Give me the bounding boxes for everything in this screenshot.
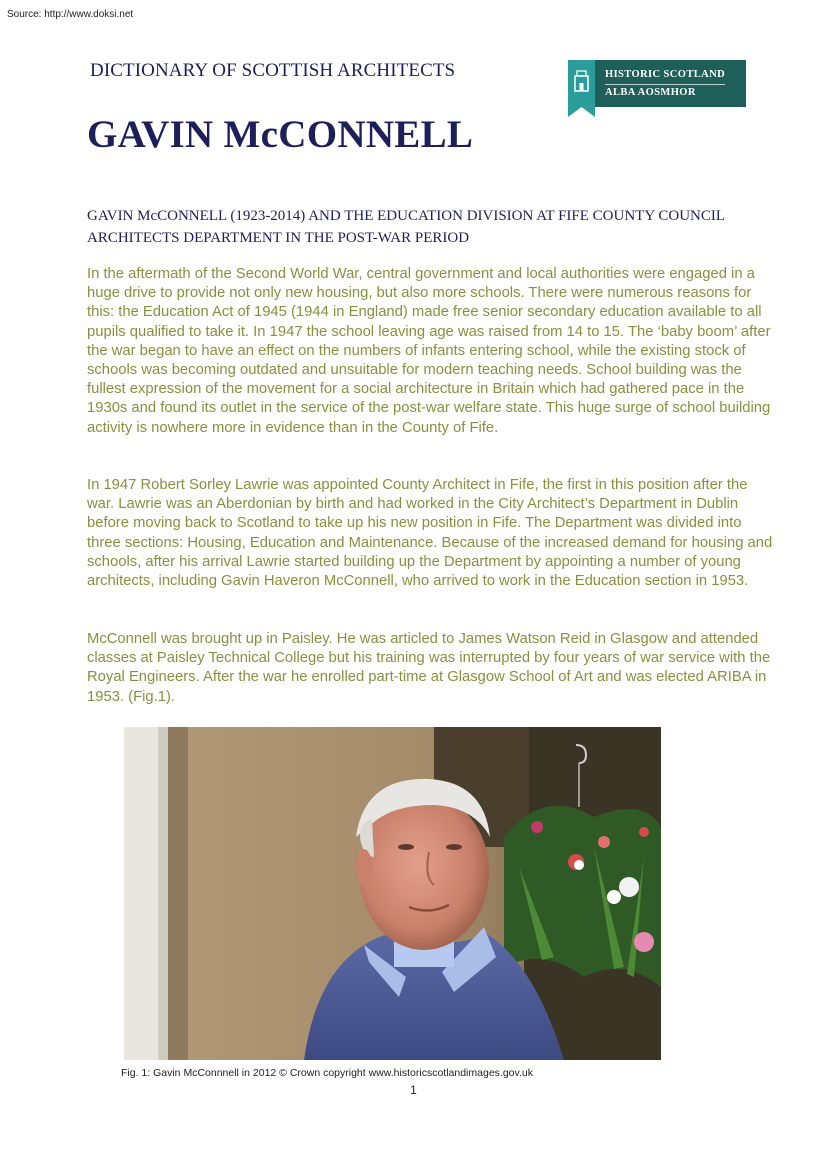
source-url: Source: http://www.doksi.net — [7, 9, 134, 20]
logo-text-line2: ALBA AOSMHOR — [605, 87, 696, 98]
logo-flag-icon — [568, 60, 595, 117]
logo-text-line1: HISTORIC SCOTLAND — [605, 69, 726, 80]
article-subtitle: GAVIN McCONNELL (1923-2014) AND THE EDUCATION DIVISION AT FIFE COUNTY COUNCIL ARCHITECTS DEPARTMENT IN THE POST-WAR PERIOD — [87, 208, 725, 246]
body-paragraph-2: In 1947 Robert Sorley Lawrie was appointed County Architect in Fife, the first in this position after the war. Lawrie was an Aberdonian by birth and had worked in the City Architect’s Department in Dublin before moving back to Scotland to take up his new position in Fife. The Department was divided into three sections: Housing, Education and Maintenance. Because of the increased demand for housing and schools, after his arrival Lawrie started building up the Department by appointing a number of young architects, including Gavin Haveron McConnell, who arrived to work in the Education section in 1953. — [87, 477, 773, 590]
historic-scotland-logo — [568, 60, 746, 107]
body-paragraph-3: McConnell was brought up in Paisley. He was articled to James Watson Reid in Glasgow and attended classes at Paisley Technical College but his training was interrupted by four years of war service with the Royal Engineers. After the war he enrolled part-time at Glasgow School of Art and was elected ARIBA in 1953. (Fig.1). — [87, 631, 771, 705]
page-title: GAVIN McCONNELL — [87, 113, 474, 156]
figure-caption: Fig. 1: Gavin McConnnell in 2012 © Crown copyright www.historicscotlandimages.gov.uk — [121, 1067, 533, 1079]
body-paragraph-1: In the aftermath of the Second World War, central government and local authorities were engaged in a huge drive to provide not only new housing, but also more schools. There were numerous reasons for this: the Education Act of 1945 (1944 in England) made free senior secondary education available to all pupils qualified to take it. In 1947 the school leaving age was raised from 14 to 15. The ‘baby boom’ after the war began to have an effect on the numbers of infants entering school, while the existing stock of schools was becoming outdated and unsuitable for modern teaching needs. School building was the fullest expression of the movement for a social architecture in Britain which had gathered pace in the 1930s and found its outlet in the service of the post-war welfare state. This huge surge of school building activity is nowhere more in evidence than in the County of Fife. — [87, 266, 771, 436]
page-number: 1 — [410, 1083, 417, 1097]
logo-divider — [605, 84, 725, 85]
figure-photo — [124, 727, 661, 1060]
dictionary-title: DICTIONARY OF SCOTTISH ARCHITECTS — [90, 60, 456, 81]
